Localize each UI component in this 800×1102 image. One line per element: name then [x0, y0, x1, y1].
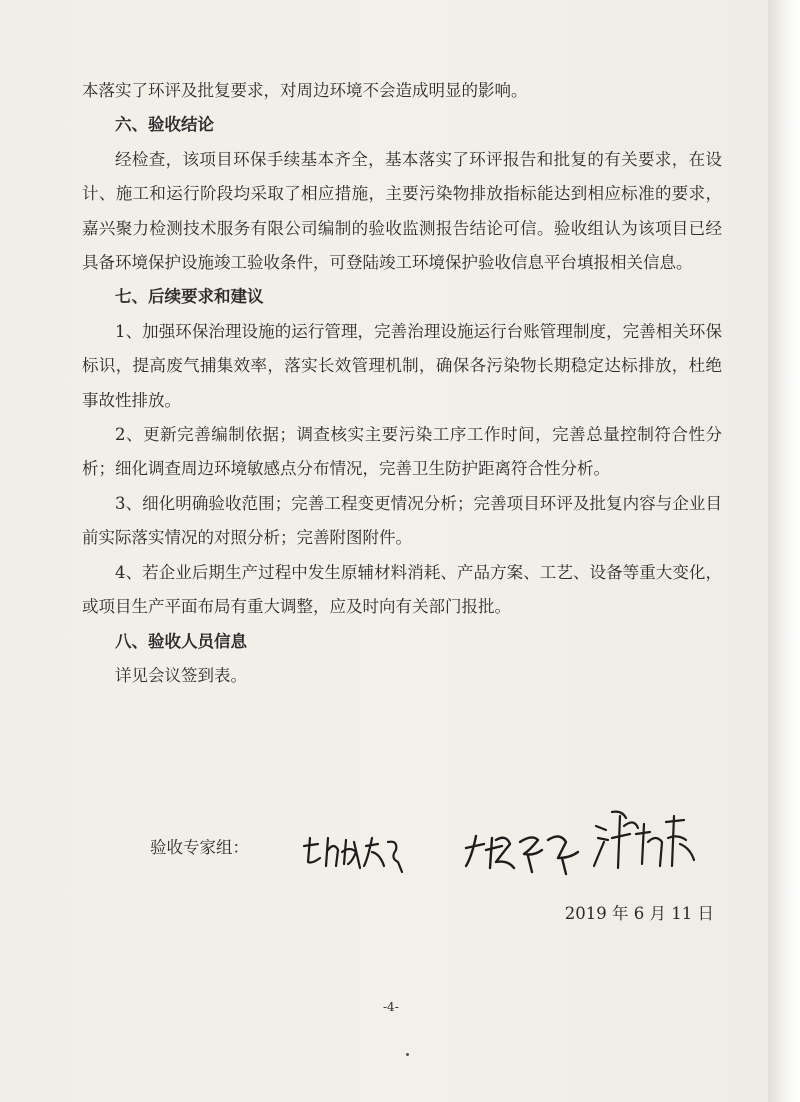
paragraph-requirement-1: 1、加强环保治理设施的运行管理，完善治理设施运行台账管理制度，完善相关环保标识，提高废气捕集效率，落实长效管理机制，确保各污染物长期稳定达标排放，杜绝事故性排放。	[82, 321, 722, 410]
paragraph-continuation: 本落实了环评及批复要求，对周边环境不会造成明显的影响。	[82, 81, 528, 100]
signature-label: 验收专家组：	[150, 838, 249, 857]
document-body	[82, 74, 722, 693]
signature-2	[462, 822, 590, 878]
paper-mark	[406, 1053, 409, 1056]
paragraph-personnel: 详见会议签到表。	[115, 665, 247, 685]
section-heading-requirements: 七、后续要求和建议	[115, 287, 264, 307]
paragraph-requirement-4: 4、若企业后期生产过程中发生原辅材料消耗、产品方案、工艺、设备等重大变化，或项目生产平面布局有重大调整，应及时向有关部门报批。	[82, 562, 722, 617]
signature-block	[150, 822, 710, 882]
paragraph-requirement-2: 2、更新完善编制依据；调查核实主要污染工序工作时间，完善总量控制符合性分析；细化调查周边环境敏感点分布情况，完善卫生防护距离符合性分析。	[82, 425, 722, 479]
paragraph-conclusion: 经检查，该项目环保手续基本齐全，基本落实了环评报告和批复的有关要求，在设计、施工和运行阶段均采取了相应措施，主要污染物排放指标能达到相应标准的要求，嘉兴聚力检测技术服务有限公司编制的验收监测报告结论可信。验收组认为该项目已经具备环境保护设施竣工验收条件，可登陆竣工环境保护验收信息平台填报相关信息。	[82, 149, 722, 273]
signature-3	[590, 808, 710, 878]
paragraph-requirement-3: 3、细化明确验收范围；完善工程变更情况分析；完善项目环评及批复内容与企业目前实际落实情况的对照分析；完善附图附件。	[82, 493, 722, 548]
section-heading-personnel: 八、验收人员信息	[115, 631, 247, 651]
section-heading-conclusion: 六、验收结论	[115, 115, 214, 135]
signature-1	[298, 828, 408, 878]
page-edge	[768, 0, 800, 1102]
page-number: -4-	[383, 1000, 399, 1014]
document-date: 2019 年 6 月 11 日	[564, 904, 714, 923]
